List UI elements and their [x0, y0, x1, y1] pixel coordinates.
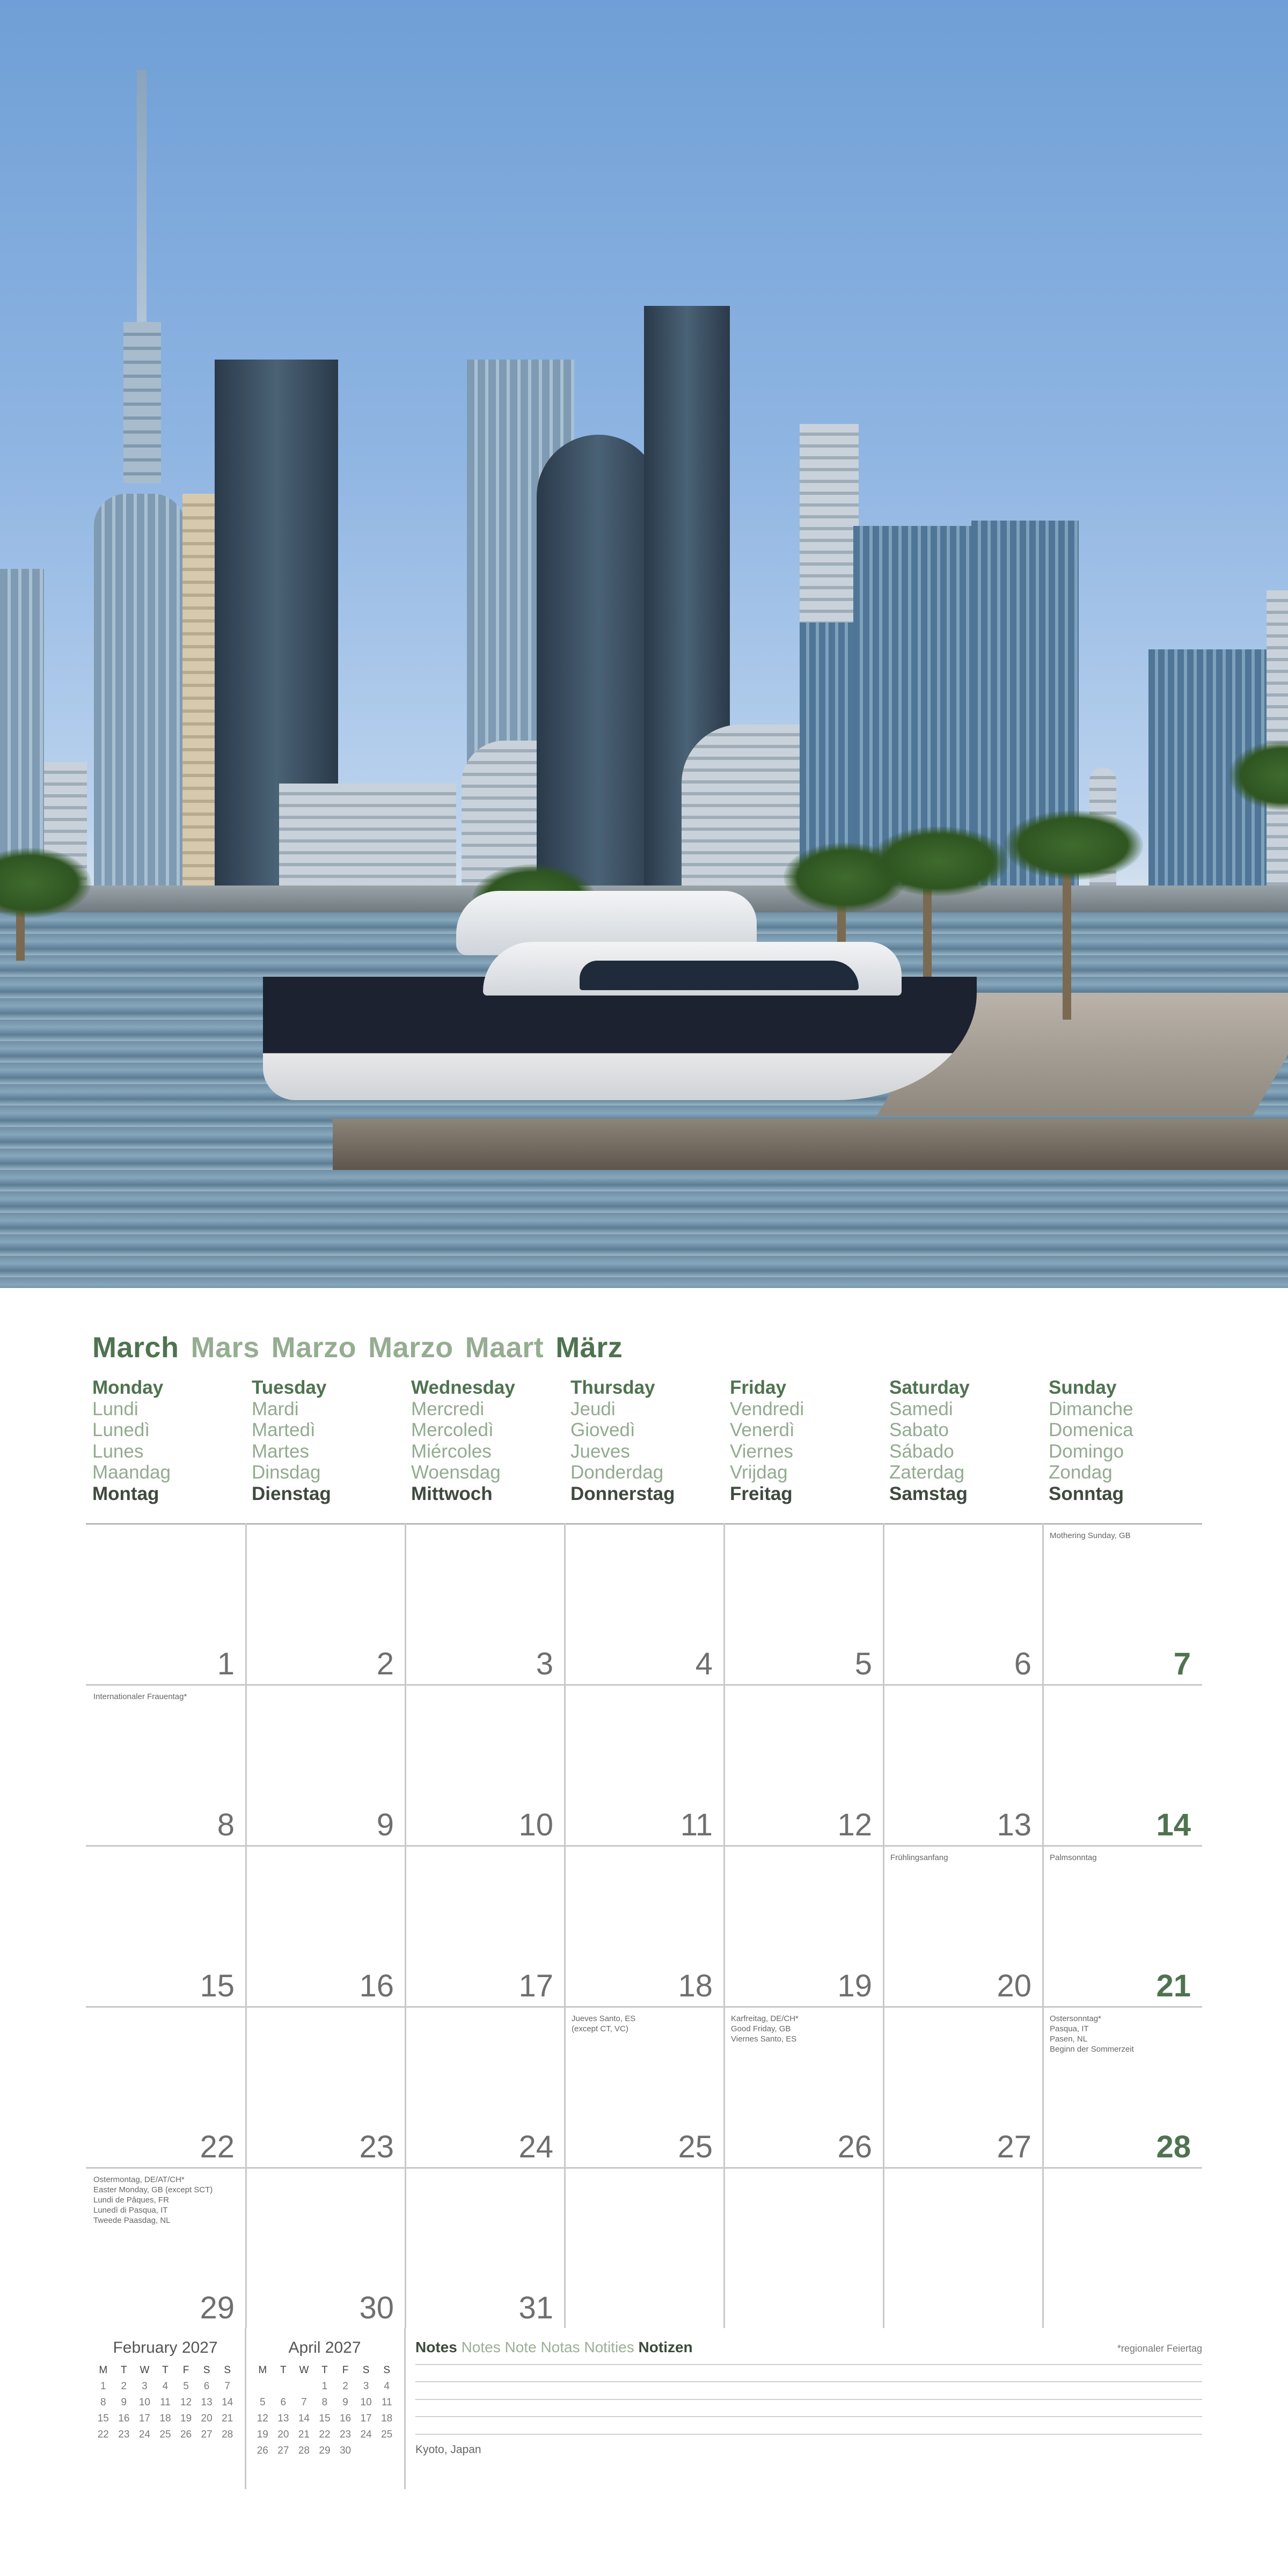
- day-cell: [723, 2006, 883, 2167]
- mini-day: 21: [298, 2429, 310, 2440]
- holiday-note: Mothering Sunday, GB: [1050, 1531, 1131, 1540]
- day-cell: [405, 1523, 564, 1684]
- day-number: 5: [854, 1646, 872, 1681]
- mini-day: 30: [339, 2445, 352, 2456]
- day-cell: [245, 1523, 405, 1684]
- mini-day: 13: [277, 2413, 289, 2424]
- day-number: 31: [518, 2290, 553, 2325]
- weekday-name: Viernes: [730, 1440, 794, 1462]
- weekday-name: Dinsdag: [252, 1462, 321, 1483]
- day-cell: [564, 1523, 723, 1684]
- mini-weekday: T: [121, 2365, 127, 2376]
- yacht-window: [580, 961, 859, 990]
- holiday-note: Frühlingsanfang: [890, 1853, 948, 1862]
- weekday-name: Sunday: [1049, 1377, 1117, 1398]
- mini-day: 12: [180, 2397, 192, 2408]
- weekday-name: Jueves: [570, 1440, 630, 1462]
- weekday-name: Montag: [92, 1483, 159, 1504]
- building: [279, 784, 456, 902]
- day-number: 20: [997, 1968, 1031, 2003]
- day-number: 3: [536, 1646, 553, 1681]
- notes-line: [415, 2399, 1202, 2400]
- weekday-name: Wednesday: [411, 1377, 515, 1398]
- mini-day: 11: [381, 2397, 392, 2408]
- weekday-name: Lunedì: [92, 1419, 150, 1441]
- weekday-name: Friday: [730, 1377, 787, 1398]
- weekday-name: Freitag: [730, 1483, 793, 1504]
- day-cell: [723, 1845, 883, 2006]
- day-number: 2: [376, 1646, 394, 1681]
- mini-day: 7: [301, 2397, 307, 2408]
- mini-day: 14: [222, 2397, 233, 2408]
- mini-calendar-title: April 2027: [288, 2339, 361, 2357]
- weekday-name: Donnerstag: [570, 1483, 675, 1504]
- day-number: 14: [1156, 1807, 1191, 1842]
- month-name: Maart: [465, 1331, 544, 1364]
- day-cell: [245, 2167, 405, 2328]
- day-cell: [564, 1845, 723, 2006]
- mini-weekday: T: [321, 2365, 328, 2376]
- mini-weekday: S: [224, 2365, 231, 2376]
- mini-day: 28: [298, 2445, 310, 2456]
- mini-calendar-row: [93, 2427, 238, 2443]
- mini-calendar-row: [93, 2379, 238, 2395]
- weekday-name: Samedi: [889, 1398, 953, 1419]
- weekday-name: Martes: [252, 1440, 309, 1462]
- day-cell: [883, 1684, 1042, 1845]
- mini-calendar-row: [252, 2395, 397, 2411]
- day-number: 18: [678, 1968, 713, 2003]
- notes-word: Notizen: [638, 2339, 693, 2355]
- mini-day: 1: [321, 2381, 328, 2392]
- mini-weekday: S: [362, 2365, 370, 2376]
- mini-weekday: M: [258, 2365, 267, 2376]
- day-number: 25: [678, 2129, 713, 2164]
- mini-calendar-table: [252, 2362, 397, 2459]
- notes-word: Notes: [461, 2339, 501, 2355]
- mini-day: [252, 2379, 273, 2395]
- mini-day: 26: [180, 2429, 192, 2440]
- mini-day: 22: [97, 2429, 109, 2440]
- holiday-note: Ostersonntag* Pasqua, IT Pasen, NL Beginn der Sommerzeit: [1050, 2014, 1134, 2054]
- mini-day: 2: [121, 2381, 127, 2392]
- weekday-column: [92, 1377, 251, 1505]
- notes-line: [415, 2434, 1202, 2435]
- mini-day: 28: [222, 2429, 233, 2440]
- notes-word: Notes: [415, 2339, 457, 2355]
- weekday-name: Vrijdag: [730, 1462, 788, 1483]
- day-number: 6: [1014, 1646, 1031, 1681]
- day-cell: [883, 2006, 1042, 2167]
- mini-day: 16: [339, 2413, 352, 2424]
- mini-weekday: W: [299, 2365, 309, 2376]
- weekday-name: Maandag: [92, 1462, 171, 1483]
- mini-day: 21: [222, 2413, 233, 2424]
- mini-calendar-row: [252, 2411, 397, 2427]
- divider: [245, 2328, 246, 2489]
- day-number: 16: [359, 1968, 394, 2003]
- mini-calendar-table: [93, 2362, 238, 2443]
- day-number: 13: [997, 1807, 1031, 1842]
- mini-weekday: T: [162, 2365, 169, 2376]
- notes-word: Notities: [584, 2339, 634, 2355]
- notes-word: Notas: [540, 2339, 580, 2355]
- mini-day: 23: [339, 2429, 352, 2440]
- mini-calendar-next: [247, 2339, 402, 2459]
- mini-calendar-head: [93, 2362, 238, 2379]
- day-number: 30: [359, 2290, 394, 2325]
- floating-dock: [333, 1119, 1288, 1170]
- day-number: 22: [200, 2129, 235, 2164]
- day-number: 23: [359, 2129, 394, 2164]
- weekday-name: Saturday: [889, 1377, 970, 1398]
- mini-day: 18: [381, 2413, 393, 2424]
- mini-calendar-title: February 2027: [113, 2339, 218, 2357]
- mini-day: 13: [201, 2397, 213, 2408]
- day-cell: [245, 2006, 405, 2167]
- weekday-column: [570, 1377, 729, 1505]
- mini-day: 1: [100, 2381, 106, 2392]
- notes-line: [415, 2416, 1202, 2417]
- divider: [404, 2328, 406, 2489]
- weekday-name: Lunes: [92, 1440, 144, 1462]
- mini-weekday: F: [342, 2365, 349, 2376]
- day-cell: [245, 1845, 405, 2006]
- mini-day: 29: [319, 2445, 331, 2456]
- mini-day: 6: [203, 2381, 210, 2392]
- mini-day: 15: [319, 2413, 331, 2424]
- day-number: 11: [680, 1807, 713, 1842]
- day-number: 12: [837, 1807, 872, 1842]
- mini-day: 24: [360, 2429, 372, 2440]
- mini-day: 5: [183, 2381, 189, 2392]
- month-name: Marzo: [271, 1331, 357, 1364]
- mini-day: 4: [384, 2381, 390, 2392]
- weekday-name: Thursday: [570, 1377, 655, 1398]
- mini-calendar-row: [93, 2395, 238, 2411]
- day-number: 21: [1156, 1968, 1191, 2003]
- weekday-name: Monday: [92, 1377, 164, 1398]
- day-number: 28: [1156, 2129, 1191, 2164]
- notes-line: [415, 2381, 1202, 2382]
- weekday-column: [252, 1377, 411, 1505]
- mini-day: 12: [257, 2413, 268, 2424]
- weekday-name: Sabato: [889, 1419, 949, 1441]
- weekday-name: Woensdag: [411, 1462, 501, 1483]
- weekday-name: Mittwoch: [411, 1483, 493, 1504]
- footnote: *regionaler Feiertag: [1117, 2343, 1202, 2354]
- weekday-name: Lundi: [92, 1398, 138, 1419]
- holiday-note: Ostermontag, DE/AT/CH* Easter Monday, GB (except SCT) Lundi de Pâques, FR Lunedì di Pasqua, IT Tweede Paasdag, NL: [93, 2175, 213, 2225]
- month-grid: [86, 1523, 1202, 2328]
- mini-weekday: S: [203, 2365, 210, 2376]
- notes-line: [415, 2364, 1202, 2365]
- notes-title: [415, 2339, 693, 2356]
- weekday-name: Samstag: [889, 1483, 968, 1504]
- mini-day: 25: [159, 2429, 171, 2440]
- day-number: 15: [200, 1968, 235, 2003]
- mini-day: 14: [298, 2413, 310, 2424]
- day-cell: [1042, 1523, 1202, 1684]
- day-number: 24: [518, 2129, 553, 2164]
- weekday-name: Sonntag: [1049, 1483, 1124, 1504]
- weekday-name: Mercredi: [411, 1398, 485, 1419]
- weekday-name: Zondag: [1049, 1462, 1113, 1483]
- weekday-name: Giovedì: [570, 1419, 635, 1441]
- weekday-name: Domenica: [1049, 1419, 1133, 1441]
- mini-weekday: S: [383, 2365, 391, 2376]
- day-number: 9: [376, 1807, 394, 1842]
- holiday-note: Palmsonntag: [1050, 1853, 1097, 1862]
- mini-day: 9: [342, 2397, 348, 2408]
- day-cell: [1042, 2006, 1202, 2167]
- mini-weekday: F: [182, 2365, 189, 2376]
- day-number: 29: [200, 2290, 235, 2325]
- month-name: März: [555, 1331, 623, 1364]
- month-name: Mars: [191, 1331, 260, 1364]
- month-name: March: [92, 1331, 179, 1364]
- holiday-note: Internationaler Frauentag*: [93, 1692, 187, 1701]
- weekday-name: Dienstag: [252, 1483, 331, 1504]
- day-cell: [86, 2006, 245, 2167]
- mini-weekday: M: [99, 2365, 108, 2376]
- day-cell: [723, 1684, 883, 1845]
- day-cell: [86, 1684, 245, 1845]
- holiday-note: Jueves Santo, ES (except CT, VC): [572, 2014, 636, 2033]
- month-titles: [92, 1331, 634, 1364]
- weekday-column: [1049, 1377, 1208, 1505]
- mini-day: 17: [360, 2413, 372, 2424]
- mini-day: [376, 2443, 397, 2459]
- day-cell: [86, 1845, 245, 2006]
- mini-day: 27: [201, 2429, 213, 2440]
- day-cell: [564, 2006, 723, 2167]
- mini-day: [356, 2443, 377, 2459]
- weekday-name: Martedì: [252, 1419, 316, 1441]
- building: [682, 724, 800, 902]
- mini-day: 3: [363, 2381, 369, 2392]
- mini-weekday: T: [280, 2365, 287, 2376]
- mini-day: 6: [280, 2397, 287, 2408]
- day-cell: [883, 1523, 1042, 1684]
- day-number: 7: [1173, 1646, 1191, 1681]
- mini-day: 27: [277, 2445, 289, 2456]
- mini-day: 9: [121, 2397, 127, 2408]
- weekday-name: Domingo: [1049, 1440, 1124, 1462]
- mini-day: 22: [319, 2429, 331, 2440]
- mini-day: 16: [118, 2413, 130, 2424]
- photo-caption: Kyoto, Japan: [415, 2443, 481, 2456]
- day-number: 27: [997, 2129, 1031, 2164]
- mini-day: 11: [160, 2397, 171, 2408]
- mini-calendar-row: [93, 2411, 238, 2427]
- mini-calendar-row: [252, 2443, 397, 2459]
- mini-day: 19: [257, 2429, 268, 2440]
- day-cell: [86, 1523, 245, 1684]
- mini-day: 2: [342, 2381, 348, 2392]
- mini-day: 17: [138, 2413, 150, 2424]
- day-cell: [564, 1684, 723, 1845]
- weekday-name: Mercoledì: [411, 1419, 494, 1441]
- mini-calendar-head: [252, 2362, 397, 2379]
- weekday-name: Sábado: [889, 1440, 954, 1462]
- day-number: 4: [695, 1646, 713, 1681]
- burj-mid: [123, 322, 161, 483]
- mini-day: 23: [118, 2429, 130, 2440]
- notes-word: Note: [504, 2339, 537, 2355]
- mini-day: 19: [180, 2413, 192, 2424]
- weekday-name: Jeudi: [570, 1398, 616, 1419]
- mini-calendar-row: [252, 2427, 397, 2443]
- mini-day: 3: [142, 2381, 148, 2392]
- mini-day: 26: [257, 2445, 268, 2456]
- mini-day: 8: [100, 2397, 106, 2408]
- burj-tower: [94, 494, 185, 902]
- mini-day: 20: [201, 2413, 213, 2424]
- weekday-name: Donderdag: [570, 1462, 664, 1483]
- palm-trunk: [1063, 869, 1071, 1020]
- mini-day: 24: [138, 2429, 150, 2440]
- mini-weekday: W: [140, 2365, 150, 2376]
- month-name: Marzo: [368, 1331, 453, 1364]
- mini-day: 20: [277, 2429, 289, 2440]
- mini-day: 25: [381, 2429, 393, 2440]
- mini-day: 10: [138, 2397, 150, 2408]
- day-cell: [405, 1684, 564, 1845]
- day-cell: [245, 1684, 405, 1845]
- weekday-name: Tuesday: [252, 1377, 327, 1398]
- day-cell: [883, 1845, 1042, 2006]
- day-cell: [86, 2167, 245, 2328]
- mini-day: 5: [259, 2397, 266, 2408]
- weekday-column: [889, 1377, 1048, 1505]
- palm-frond: [869, 826, 1009, 896]
- palm-frond: [1004, 810, 1143, 880]
- day-number: 8: [217, 1807, 235, 1842]
- day-cell: [405, 1845, 564, 2006]
- day-cell: [1042, 1684, 1202, 1845]
- weekday-name: Dimanche: [1049, 1398, 1133, 1419]
- day-cell: [723, 1523, 883, 1684]
- mini-day: 15: [97, 2413, 109, 2424]
- day-number: 26: [837, 2129, 872, 2164]
- mini-calendar-previous: [87, 2339, 243, 2443]
- mini-day: 8: [321, 2397, 328, 2408]
- day-number: 10: [518, 1807, 553, 1842]
- holiday-note: Karfreitag, DE/CH* Good Friday, GB Viernes Santo, ES: [731, 2014, 799, 2044]
- day-cell: [405, 2006, 564, 2167]
- day-number: 19: [837, 1968, 872, 2003]
- weekday-name: Venerdì: [730, 1419, 795, 1441]
- mini-day: 7: [224, 2381, 230, 2392]
- day-number: 17: [518, 1968, 553, 2003]
- mini-day: [273, 2379, 294, 2395]
- weekday-name: Miércoles: [411, 1440, 492, 1462]
- weekday-name: Vendredi: [730, 1398, 804, 1419]
- mini-day: 4: [162, 2381, 169, 2392]
- mini-day: [294, 2379, 314, 2395]
- day-number: 1: [217, 1646, 235, 1681]
- weekday-name: Zaterdag: [889, 1462, 965, 1483]
- weekday-column: [411, 1377, 570, 1505]
- day-cell: [405, 2167, 564, 2328]
- oval-tower: [537, 435, 660, 902]
- palm-trunk: [923, 880, 932, 987]
- weekday-column: [730, 1377, 889, 1505]
- mini-day: 10: [360, 2397, 372, 2408]
- weekday-name: Mardi: [252, 1398, 299, 1419]
- mini-calendar-row: [252, 2379, 397, 2395]
- mini-day: 18: [159, 2413, 171, 2424]
- day-cell: [1042, 1845, 1202, 2006]
